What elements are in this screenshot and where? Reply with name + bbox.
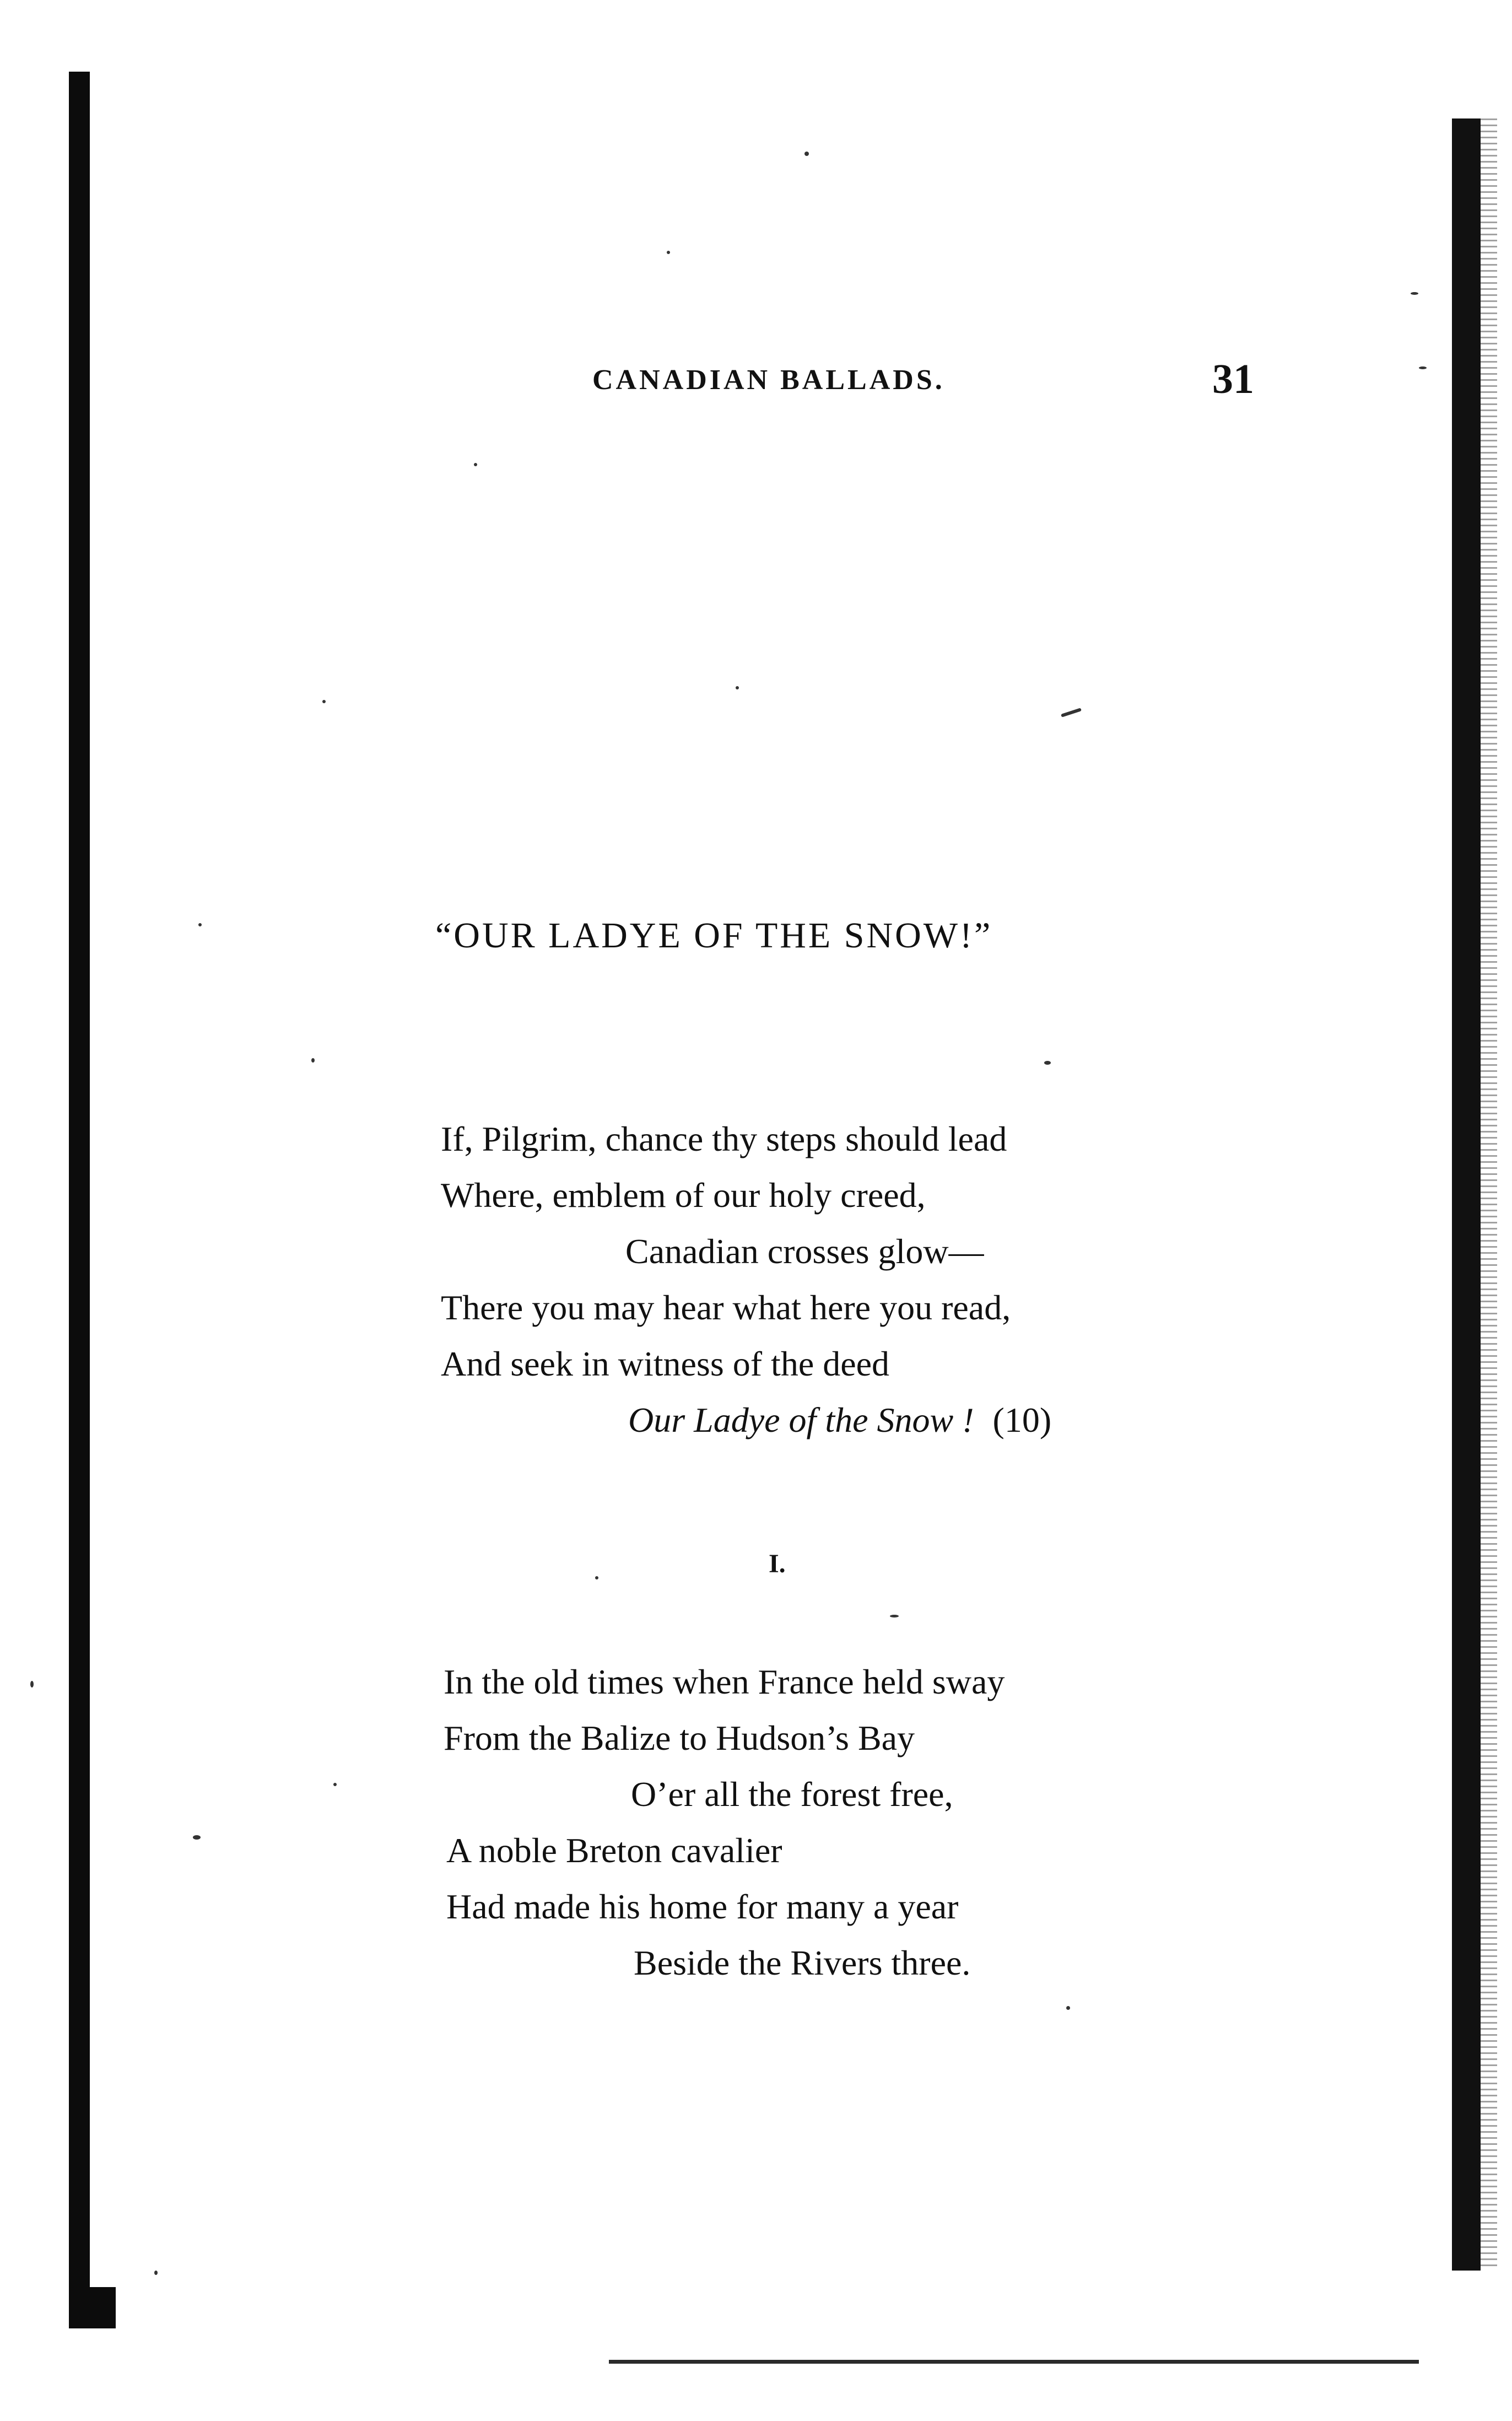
scan-speck [322, 700, 326, 703]
scan-speck [595, 1576, 598, 1579]
scan-speck [804, 152, 809, 156]
bottom-edge-line [609, 2360, 1419, 2364]
running-header-title: CANADIAN BALLADS. [592, 364, 945, 396]
right-page-edge-fringe [1481, 118, 1497, 2271]
left-binding-shadow-foot [69, 2287, 116, 2328]
verse-line: And seek in witness of the deed [441, 1344, 890, 1383]
poem-title: “OUR LADYE OF THE SNOW!” [435, 915, 993, 956]
verse-line: A noble Breton cavalier [446, 1831, 782, 1870]
verse-line-refrain [628, 1400, 1052, 1439]
scan-speck [667, 251, 670, 254]
scan-speck [1411, 292, 1418, 295]
scan-speck [154, 2271, 158, 2275]
verse-line: Had made his home for many a year [446, 1887, 959, 1926]
verse-line: If, Pilgrim, chance thy steps should lead [441, 1119, 1007, 1158]
scan-speck [198, 923, 202, 926]
scan-speck [1044, 1061, 1051, 1065]
scan-speck [193, 1835, 201, 1840]
verse-line: Beside the Rivers three. [634, 1943, 971, 1982]
page-number: 31 [1212, 356, 1254, 402]
verse-line: Canadian crosses glow— [625, 1232, 984, 1271]
scan-speck [1419, 366, 1427, 369]
scan-speck [474, 463, 477, 466]
footnote-reference: (10) [992, 1400, 1052, 1439]
scan-speck [1061, 708, 1082, 717]
verse-line: There you may hear what here you read, [441, 1288, 1011, 1327]
scan-speck [311, 1058, 315, 1063]
scan-speck [1066, 2006, 1070, 2010]
scan-speck [333, 1783, 337, 1786]
left-binding-shadow [69, 72, 90, 2328]
verse-line: In the old times when France held sway [444, 1662, 1005, 1701]
refrain-text: Our Ladye of the Snow ! [628, 1400, 974, 1439]
scan-speck [30, 1681, 34, 1687]
right-page-edge-shadow [1452, 118, 1481, 2271]
scan-speck [736, 686, 739, 689]
scan-speck [890, 1615, 899, 1617]
section-numeral: I. [769, 1549, 786, 1578]
verse-line: Where, emblem of our holy creed, [441, 1176, 926, 1215]
verse-line: O’er all the forest free, [631, 1775, 953, 1814]
verse-line: From the Balize to Hudson’s Bay [444, 1718, 915, 1757]
